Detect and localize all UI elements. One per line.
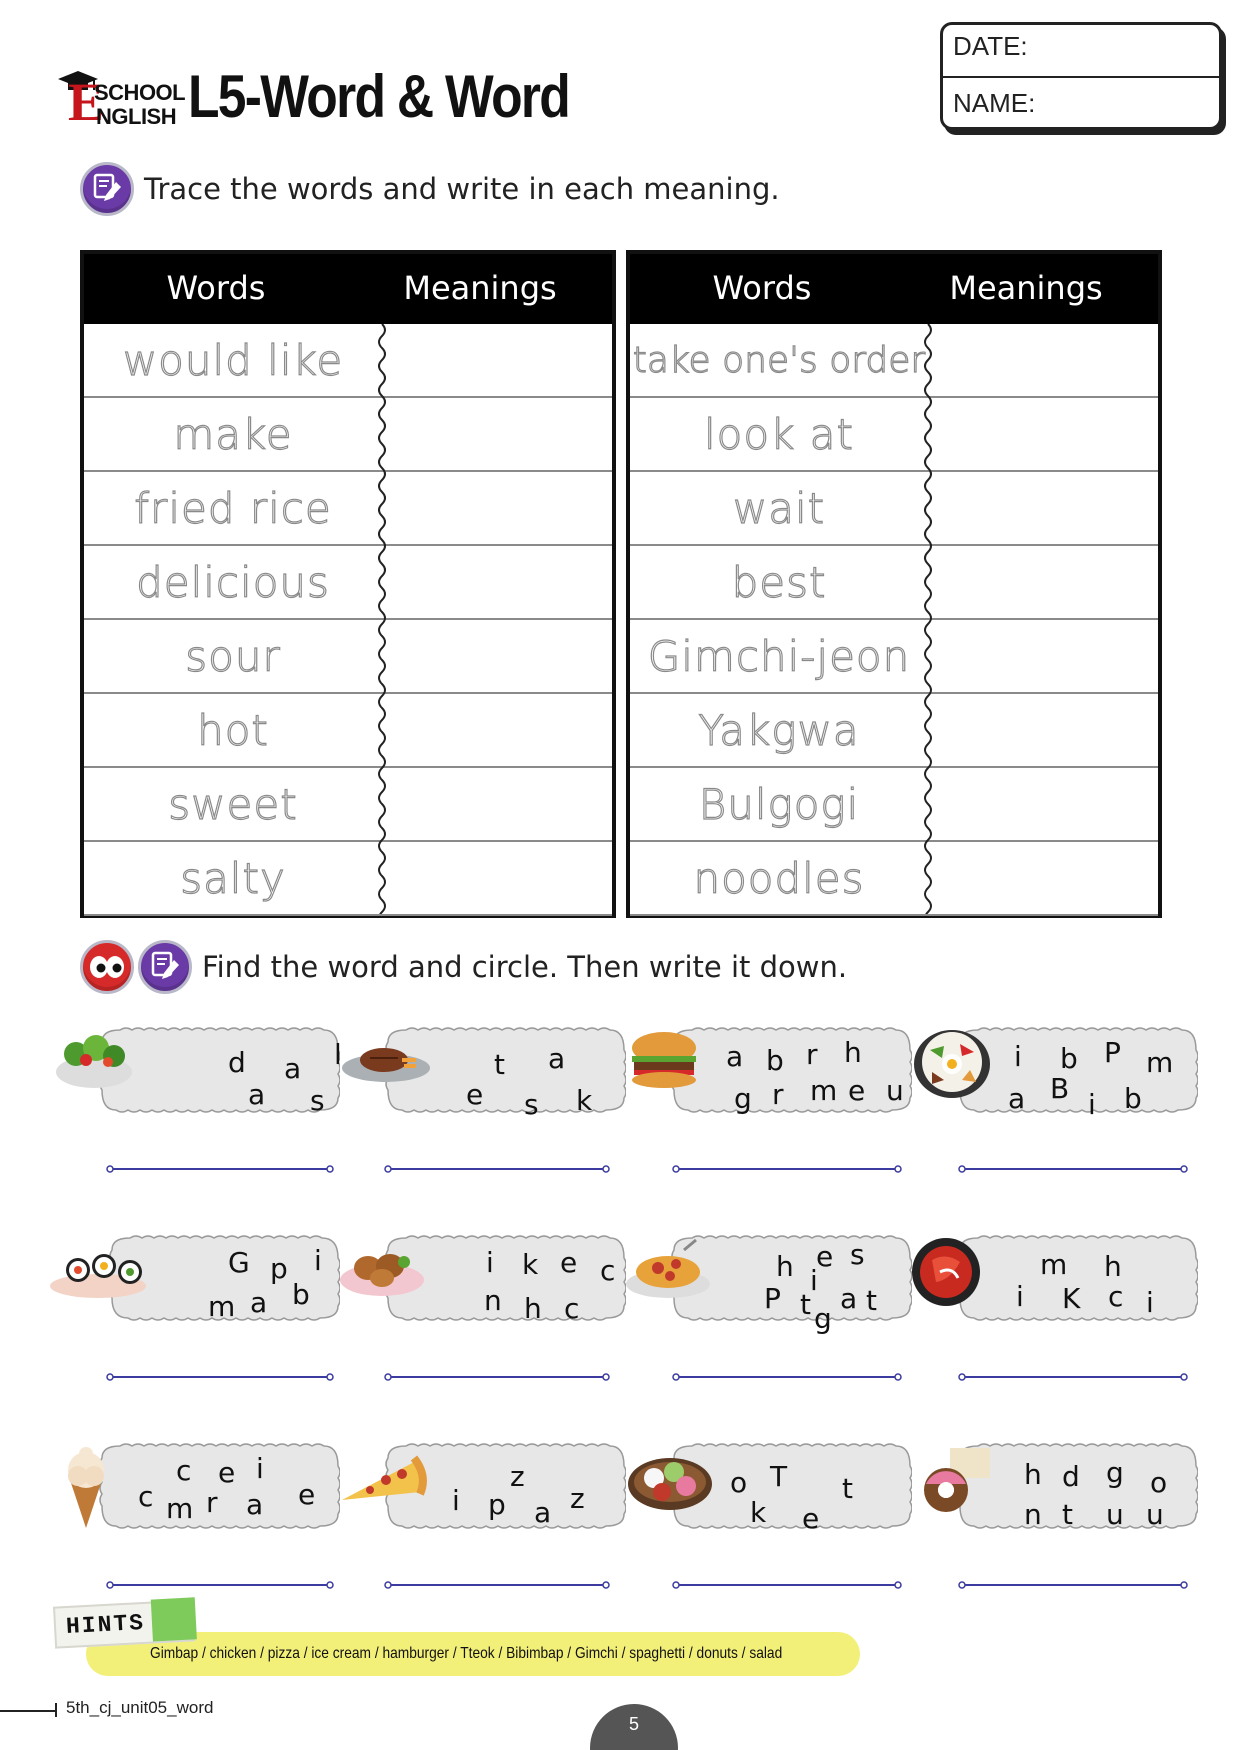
table-row — [84, 694, 612, 768]
logo-big-letter: E — [68, 72, 105, 132]
trace-word[interactable]: would like — [122, 335, 344, 385]
puzzle-letter[interactable]: g — [814, 1302, 832, 1335]
meaning-cell[interactable] — [384, 842, 612, 914]
puzzle-letter[interactable]: t — [494, 1048, 505, 1081]
trace-word[interactable]: noodles — [693, 853, 865, 903]
puzzle-letter[interactable]: a — [840, 1282, 858, 1315]
school-english-logo — [56, 70, 186, 132]
puzzle-letter[interactable]: i — [452, 1484, 460, 1517]
header-meanings: Meanings — [403, 269, 557, 307]
answer-line[interactable] — [105, 1164, 335, 1174]
puzzle-letter[interactable]: h — [524, 1292, 542, 1325]
puzzle-letter[interactable]: T — [770, 1460, 788, 1493]
puzzle-letter[interactable]: r — [772, 1078, 784, 1111]
puzzle-letter[interactable]: g — [1106, 1456, 1124, 1489]
table-row — [84, 324, 612, 398]
puzzle-letter[interactable]: e — [816, 1240, 834, 1273]
footer-tick — [55, 1703, 57, 1717]
trace-word[interactable]: fried rice — [134, 483, 332, 533]
instruction-find-text: Find the word and circle. Then write it down. — [202, 950, 848, 984]
gimbap-icon — [48, 1232, 156, 1324]
puzzle-card — [624, 1022, 912, 1118]
puzzle-letter[interactable]: t — [842, 1472, 853, 1505]
table-row — [630, 694, 1158, 768]
puzzle-letter[interactable]: z — [570, 1482, 585, 1515]
hamburger-icon — [624, 1024, 716, 1116]
puzzle-letter[interactable]: p — [488, 1488, 506, 1521]
puzzle-letter[interactable]: a — [246, 1488, 264, 1521]
meaning-cell[interactable] — [384, 694, 612, 766]
puzzle-letter[interactable]: s — [524, 1088, 539, 1121]
puzzle-letter[interactable]: z — [510, 1460, 525, 1493]
puzzle-letter[interactable]: b — [1060, 1042, 1078, 1075]
puzzle-letter[interactable]: K — [1062, 1282, 1081, 1315]
puzzle-letter[interactable]: a — [284, 1052, 302, 1085]
puzzle-letter[interactable]: m — [1040, 1248, 1068, 1281]
table-row — [630, 842, 1158, 916]
puzzle-letter[interactable]: c — [564, 1292, 580, 1325]
table-row — [630, 620, 1158, 694]
date-label: DATE: — [953, 31, 1028, 61]
puzzle-letter[interactable]: t — [800, 1288, 811, 1321]
puzzle-letter[interactable]: i — [256, 1452, 264, 1485]
trace-word[interactable]: make — [173, 409, 293, 459]
puzzle-letter[interactable]: u — [1106, 1498, 1124, 1531]
puzzle-letter[interactable]: l — [334, 1038, 342, 1071]
footer-file-label: 5th_cj_unit05_word — [66, 1698, 214, 1717]
instruction-find — [80, 940, 847, 994]
answer-line[interactable] — [105, 1580, 335, 1590]
table-header — [630, 254, 1158, 324]
answer-line[interactable] — [671, 1580, 903, 1590]
puzzle-letter[interactable]: a — [534, 1496, 552, 1529]
puzzle-letter[interactable]: i — [810, 1264, 818, 1297]
puzzle-letter[interactable]: i — [1016, 1280, 1024, 1313]
puzzle-letter[interactable]: c — [600, 1254, 616, 1287]
answer-line[interactable] — [957, 1580, 1189, 1590]
meaning-cell[interactable] — [384, 768, 612, 840]
puzzle-letter[interactable]: r — [806, 1038, 818, 1071]
puzzle-card — [52, 1438, 340, 1534]
answer-line[interactable] — [671, 1164, 903, 1174]
table-row — [84, 472, 612, 546]
puzzle-card — [338, 1022, 626, 1121]
puzzle-letter[interactable]: b — [292, 1278, 310, 1311]
puzzle-letter[interactable]: o — [730, 1466, 748, 1499]
spaghetti-icon — [624, 1232, 716, 1324]
table-row — [84, 546, 612, 620]
date-name-box — [940, 22, 1222, 130]
meaning-cell[interactable] — [930, 694, 1158, 766]
page-title: L5-Word & Word — [188, 63, 570, 130]
instruction-trace-text: Trace the words and write in each meaning. — [144, 172, 780, 206]
puzzle-letter[interactable]: i — [1088, 1088, 1096, 1121]
meaning-cell[interactable] — [384, 620, 612, 692]
puzzle-letter[interactable]: k — [750, 1496, 767, 1529]
hints-tab — [53, 1599, 195, 1648]
puzzle-letter[interactable]: p — [270, 1252, 288, 1285]
word-table-right — [626, 250, 1162, 918]
puzzle-letter[interactable]: h — [844, 1036, 862, 1069]
puzzle-card — [338, 1438, 626, 1534]
pencil-writing-icon — [138, 940, 192, 994]
table-row — [84, 842, 612, 916]
puzzle-card — [910, 1022, 1198, 1121]
puzzle-letter[interactable]: a — [250, 1286, 268, 1319]
answer-line[interactable] — [671, 1372, 903, 1382]
puzzle-letter[interactable]: d — [1062, 1460, 1080, 1493]
table-row — [630, 398, 1158, 472]
puzzle-letter[interactable]: u — [1146, 1498, 1164, 1531]
puzzle-letter[interactable]: P — [1104, 1036, 1121, 1069]
meaning-cell[interactable] — [930, 620, 1158, 692]
chicken-icon — [338, 1232, 430, 1324]
wavy-divider — [374, 324, 390, 914]
puzzle-letter[interactable]: a — [1008, 1082, 1026, 1115]
trace-word[interactable]: delicious — [136, 557, 330, 607]
answer-line[interactable] — [957, 1164, 1189, 1174]
puzzle-letter[interactable]: i — [1146, 1286, 1154, 1319]
table-row — [84, 768, 612, 842]
puzzle-letter[interactable]: n — [484, 1284, 502, 1317]
table-row — [630, 768, 1158, 842]
logo-line1: SCHOOL — [94, 80, 186, 105]
meaning-cell[interactable] — [930, 324, 1158, 396]
puzzle-letter[interactable]: b — [766, 1044, 784, 1077]
puzzle-letter[interactable]: e — [560, 1246, 578, 1279]
bibimbap-icon — [910, 1024, 1002, 1116]
page-number: 5 — [590, 1704, 678, 1750]
hints-text: Gimbap / chicken / pizza / ice cream / hamburger / Tteok / Bibimbap / Gimchi / spaghetti / donuts / salad — [150, 1645, 783, 1662]
puzzle-letter[interactable]: m — [810, 1074, 838, 1107]
puzzle-card — [910, 1230, 1198, 1326]
puzzle-letter[interactable]: c — [176, 1454, 192, 1487]
trace-word[interactable]: hot — [197, 705, 269, 755]
trace-word[interactable]: best — [731, 557, 827, 607]
hints-tab-accent — [151, 1597, 197, 1641]
meaning-cell[interactable] — [384, 546, 612, 618]
puzzle-letter[interactable]: B — [1050, 1072, 1070, 1105]
footer-rule — [0, 1710, 56, 1712]
puzzle-letter[interactable]: k — [576, 1084, 593, 1117]
trace-word[interactable]: Gimchi-jeon — [647, 631, 911, 681]
meaning-cell[interactable] — [930, 768, 1158, 840]
wavy-divider — [920, 324, 936, 914]
trace-word[interactable]: sweet — [168, 779, 298, 829]
answer-line[interactable] — [957, 1372, 1189, 1382]
puzzle-letter[interactable]: i — [1014, 1040, 1022, 1073]
puzzle-letter[interactable]: u — [886, 1074, 904, 1107]
puzzle-letter[interactable]: m — [1146, 1046, 1174, 1079]
trace-word[interactable]: look at — [704, 409, 854, 459]
puzzle-letter[interactable]: c — [1108, 1280, 1124, 1313]
puzzle-letter[interactable]: d — [228, 1046, 246, 1079]
puzzle-letter[interactable]: P — [764, 1282, 781, 1315]
puzzle-letter[interactable]: a — [548, 1042, 566, 1075]
pizza-icon — [338, 1440, 430, 1532]
puzzle-letter[interactable]: r — [206, 1486, 218, 1519]
meaning-cell[interactable] — [930, 472, 1158, 544]
table-row — [630, 472, 1158, 546]
puzzle-letter[interactable]: b — [1124, 1082, 1142, 1115]
hints-label: HINTS — [65, 1609, 146, 1641]
table-row — [630, 324, 1158, 398]
puzzle-card — [624, 1438, 912, 1534]
puzzle-letter[interactable]: c — [138, 1480, 154, 1513]
name-label: NAME: — [953, 88, 1036, 118]
puzzle-letter[interactable]: g — [734, 1082, 752, 1115]
puzzle-letter[interactable]: e — [848, 1074, 866, 1107]
puzzle-letter[interactable]: a — [726, 1040, 744, 1073]
trace-word[interactable]: Yakgwa — [698, 705, 860, 755]
puzzle-letter[interactable]: o — [1150, 1466, 1168, 1499]
steak-icon — [338, 1024, 430, 1116]
puzzle-letter[interactable]: e — [218, 1456, 236, 1489]
puzzle-card — [624, 1230, 912, 1335]
hints-bar — [86, 1632, 860, 1676]
puzzle-letter[interactable]: m — [208, 1290, 236, 1323]
word-table-left — [80, 250, 616, 918]
date-field[interactable] — [943, 25, 1219, 76]
answer-line[interactable] — [383, 1164, 611, 1174]
puzzle-letter[interactable]: t — [866, 1284, 877, 1317]
puzzle-letter[interactable]: m — [166, 1492, 194, 1525]
puzzle-letter[interactable]: e — [802, 1502, 820, 1535]
puzzle-letter[interactable]: G — [228, 1246, 250, 1279]
trace-word[interactable]: salty — [180, 853, 286, 903]
answer-line[interactable] — [383, 1580, 611, 1590]
meaning-cell[interactable] — [384, 324, 612, 396]
tteok-icon — [624, 1440, 716, 1532]
puzzle-letter[interactable]: s — [850, 1238, 865, 1271]
pencil-writing-icon — [80, 162, 134, 216]
puzzle-letter[interactable]: s — [310, 1084, 325, 1117]
table-row — [84, 620, 612, 694]
table-header — [84, 254, 612, 324]
puzzle-letter[interactable]: a — [248, 1078, 266, 1111]
meaning-cell[interactable] — [384, 398, 612, 470]
puzzle-letter[interactable]: i — [314, 1244, 322, 1277]
puzzle-letter[interactable]: h — [1024, 1458, 1042, 1491]
puzzle-letter[interactable]: h — [776, 1250, 794, 1283]
meaning-cell[interactable] — [384, 472, 612, 544]
puzzle-card — [338, 1230, 626, 1326]
table-row — [84, 398, 612, 472]
puzzle-letter[interactable]: e — [466, 1078, 484, 1111]
puzzle-letter[interactable]: e — [298, 1478, 316, 1511]
eyes-icon — [80, 940, 134, 994]
answer-line[interactable] — [105, 1372, 335, 1382]
puzzle-card — [52, 1230, 340, 1326]
answer-line[interactable] — [383, 1372, 611, 1382]
puzzle-letter[interactable]: i — [486, 1246, 494, 1279]
puzzle-letter[interactable]: h — [1104, 1250, 1122, 1283]
puzzle-letter[interactable]: k — [522, 1248, 539, 1281]
meaning-cell[interactable] — [930, 398, 1158, 470]
meaning-cell[interactable] — [930, 546, 1158, 618]
puzzle-card — [910, 1438, 1198, 1534]
instruction-trace — [80, 162, 780, 216]
trace-word[interactable]: wait — [732, 483, 826, 533]
trace-word[interactable]: sour — [185, 631, 281, 681]
donuts-icon — [910, 1440, 1002, 1532]
kimchi-icon — [910, 1232, 1002, 1324]
puzzle-letter[interactable]: t — [1062, 1498, 1073, 1531]
header-words: Words — [166, 269, 266, 307]
table-row — [630, 546, 1158, 620]
header-words: Words — [712, 269, 812, 307]
puzzle-card — [52, 1022, 340, 1118]
header-meanings: Meanings — [949, 269, 1103, 307]
puzzle-letter[interactable]: n — [1024, 1498, 1042, 1531]
meaning-cell[interactable] — [930, 842, 1158, 914]
trace-word[interactable]: take one's order — [632, 339, 926, 381]
trace-word[interactable]: Bulgogi — [698, 779, 860, 829]
ice-cream-icon — [52, 1440, 144, 1532]
salad-icon — [52, 1024, 144, 1116]
logo-line2: NGLISH — [96, 104, 177, 129]
name-field[interactable] — [943, 76, 1219, 127]
